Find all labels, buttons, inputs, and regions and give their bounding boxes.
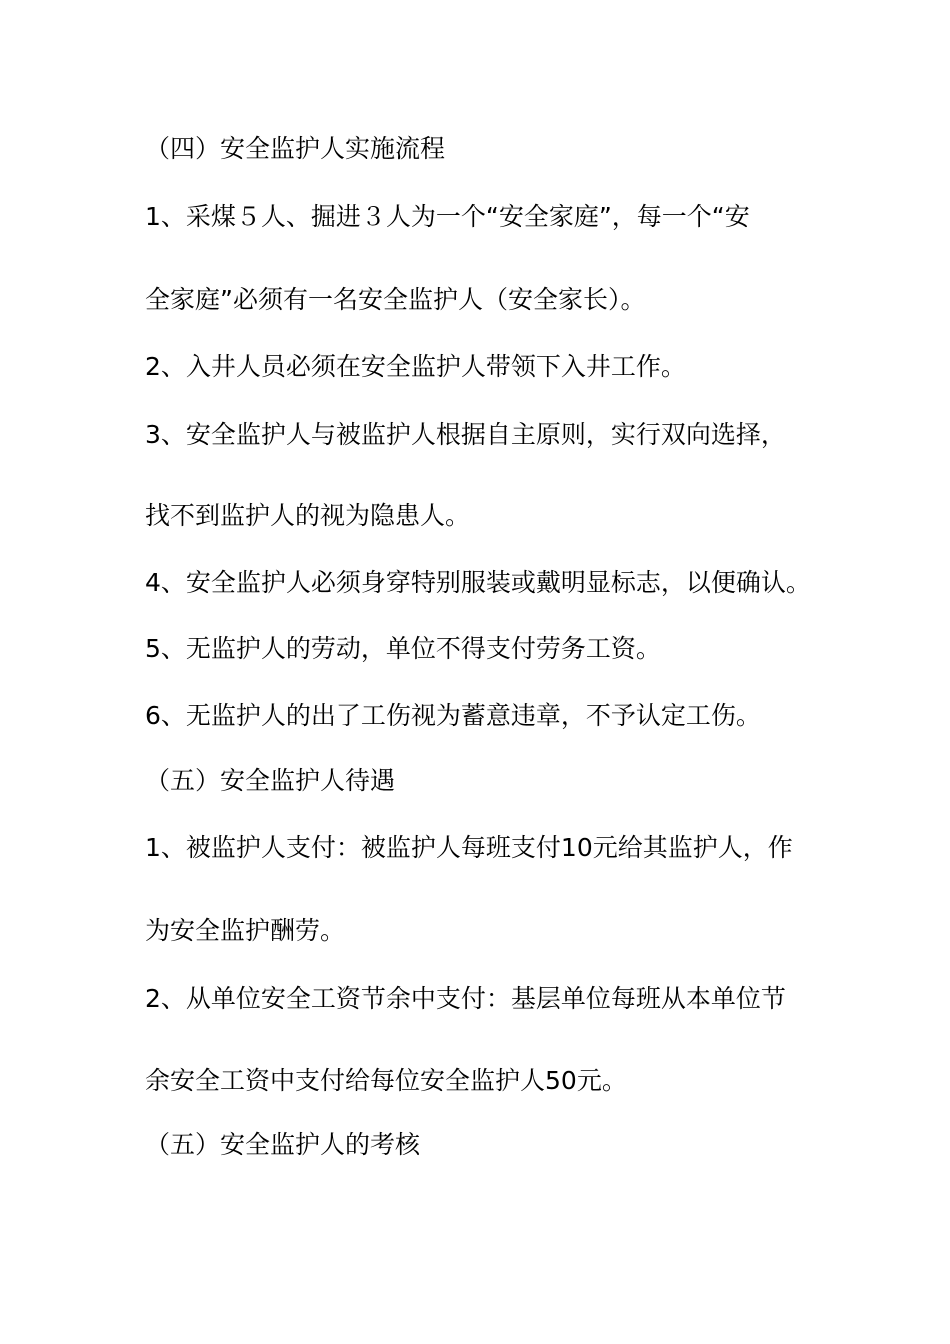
paragraph-line: 4、安全监护人必须身穿特别服装或戴明显标志，以便确认。: [145, 568, 811, 597]
paragraph-line: 1、采煤５人、掘进３人为一个“安全家庭”，每一个“安: [145, 202, 750, 231]
paragraph-line: 6、无监护人的出了工伤视为蓄意违章，不予认定工伤。: [145, 701, 761, 730]
paragraph-line: 为安全监护酬劳。: [145, 916, 346, 945]
section-heading-4: （四）安全监护人实施流程: [145, 134, 446, 163]
paragraph-line: 2、从单位安全工资节余中支付：基层单位每班从本单位节: [145, 984, 786, 1013]
paragraph-line: 全家庭”必须有一名安全监护人（安全家长）。: [145, 285, 646, 314]
paragraph-line: 1、被监护人支付：被监护人每班支付10元给其监护人，作: [145, 833, 793, 862]
paragraph-line: 2、入井人员必须在安全监护人带领下入井工作。: [145, 352, 686, 381]
paragraph-line: 5、无监护人的劳动，单位不得支付劳务工资。: [145, 634, 661, 663]
paragraph-line: 找不到监护人的视为隐患人。: [145, 501, 471, 530]
section-heading-5: （五）安全监护人待遇: [145, 766, 396, 795]
paragraph-line: 余安全工资中支付给每位安全监护人50元。: [145, 1066, 627, 1095]
paragraph-line: 3、安全监护人与被监护人根据自主原则，实行双向选择，: [145, 420, 786, 449]
section-heading-5-assessment: （五）安全监护人的考核: [145, 1130, 421, 1159]
